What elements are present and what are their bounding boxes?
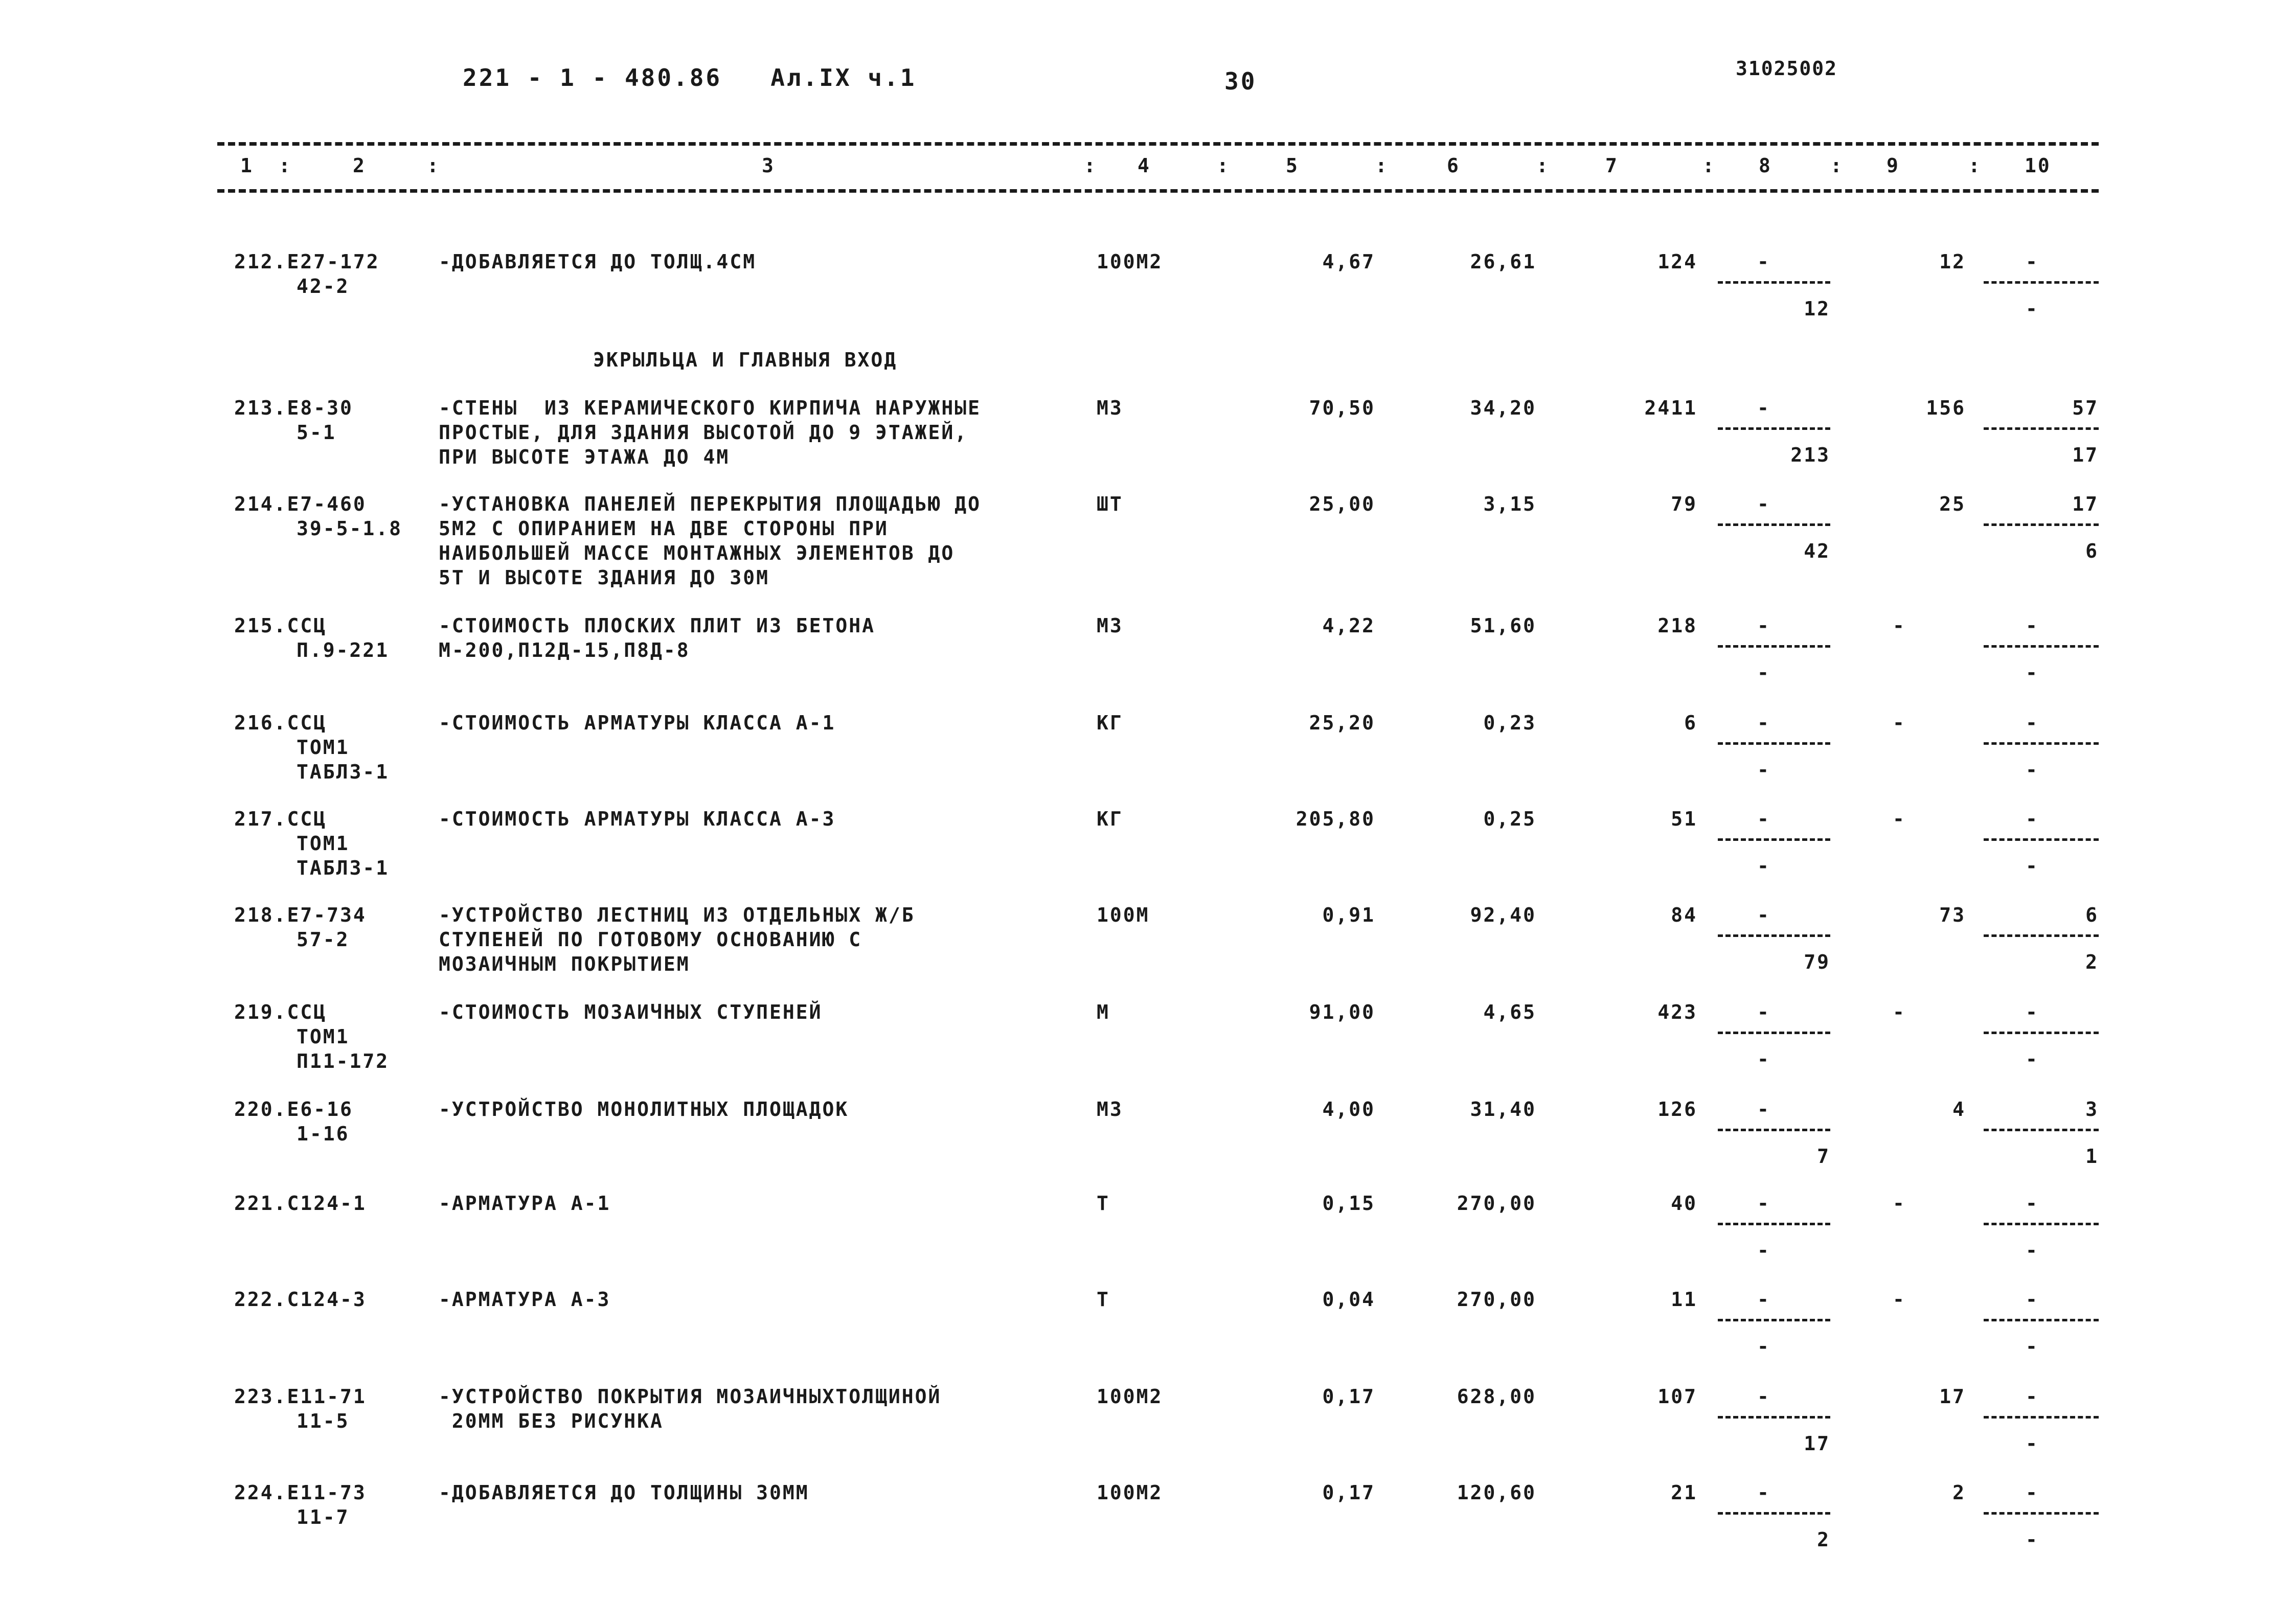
row-quantity: 0,17 [1322,1385,1375,1408]
header-rule-top [217,142,2099,146]
column-number: 6 [1447,154,1460,177]
document-code: 221 - 1 - 480.86 Ал.IX ч.1 [463,64,917,92]
col10-bottom: 6 [2085,540,2099,562]
row-code: 222.С124-3 [234,1288,367,1311]
row-description: ПРИ ВЫСОТЕ ЭТАЖА ДО 4М [439,446,730,468]
row-code: 5-1 [297,421,336,444]
col8-top: - [1757,1098,1770,1120]
row-quantity: 25,20 [1309,712,1375,734]
col9-value: - [1893,712,1906,734]
column-separator: : [1968,154,1982,177]
col9-value: 4 [1952,1098,1966,1120]
row-unit: ШТ [1097,493,1123,515]
row-code: ТОМ1 [297,832,350,855]
column-number: 10 [2025,154,2051,177]
col10-top: - [2026,712,2039,734]
row-description: -СТОИМОСТЬ МОЗАИЧНЫХ СТУПЕНЕЙ [439,1001,823,1023]
col8-bottom: - [1757,855,1770,877]
row-description: 5Т И ВЫСОТЕ ЗДАНИЯ ДО 30М [439,566,769,589]
col10-top: 57 [2072,397,2099,419]
column-separator: : [1536,154,1550,177]
row-description: -УСТАНОВКА ПАНЕЛЕЙ ПЕРЕКРЫТИЯ ПЛОЩАДЬЮ ДО [439,493,981,515]
col8-fraction-rule [1718,523,1830,526]
row-code: 11-5 [297,1410,350,1432]
column-separator: : [279,154,292,177]
row-unit: М3 [1097,1098,1123,1120]
col10-bottom: - [2026,1048,2039,1070]
row-unit: 100М [1097,904,1150,926]
col10-fraction-rule [1984,1319,2099,1321]
col10-bottom: - [2026,1239,2039,1262]
row-code: 216.ССЦ [234,712,327,734]
column-number: 8 [1759,154,1772,177]
col10-fraction-rule [1984,281,2099,284]
col8-fraction-rule [1718,1512,1830,1515]
column-separator: : [1702,154,1716,177]
row-total: 218 [1657,614,1697,637]
row-description: ПРОСТЫЕ, ДЛЯ ЗДАНИЯ ВЫСОТОЙ ДО 9 ЭТАЖЕЙ, [439,421,968,444]
row-code: 217.ССЦ [234,808,327,830]
col9-value: 73 [1939,904,1966,926]
column-number: 4 [1138,154,1151,177]
row-code: 219.ССЦ [234,1001,327,1023]
row-quantity: 0,17 [1322,1481,1375,1504]
row-quantity: 0,04 [1322,1288,1375,1311]
row-description: -ДОБАВЛЯЕТСЯ ДО ТОЛЩ.4СМ [439,250,757,273]
row-description: -СТОИМОСТЬ ПЛОСКИХ ПЛИТ ИЗ БЕТОНА [439,614,875,637]
col8-top: - [1757,904,1770,926]
row-unit: 100М2 [1097,1481,1163,1504]
col8-top: - [1757,1481,1770,1504]
row-total: 6 [1684,712,1697,734]
row-description: -ДОБАВЛЯЕТСЯ ДО ТОЛЩИНЫ 30ММ [439,1481,809,1504]
col8-top: - [1757,397,1770,419]
col10-fraction-rule [1984,1223,2099,1225]
row-total: 11 [1671,1288,1697,1311]
col8-bottom: 2 [1817,1528,1830,1551]
col9-value: 25 [1939,493,1966,515]
col8-top: - [1757,808,1770,830]
col10-bottom: - [2026,855,2039,877]
column-separator: : [1217,154,1230,177]
row-code: 220.Е6-16 [234,1098,353,1120]
row-code: 221.С124-1 [234,1192,367,1215]
row-unit-price: 31,40 [1470,1098,1536,1120]
col8-bottom: 12 [1804,298,1830,320]
col10-bottom: - [2026,759,2039,781]
column-number: 7 [1605,154,1619,177]
col8-fraction-rule [1718,281,1830,284]
row-unit-price: 270,00 [1457,1192,1536,1215]
row-description: -АРМАТУРА А-1 [439,1192,611,1215]
row-code: 212.Е27-172 [234,250,380,273]
row-quantity: 25,00 [1309,493,1375,515]
column-number: 2 [353,154,366,177]
col10-fraction-rule [1984,1512,2099,1515]
row-total: 51 [1671,808,1697,830]
col8-fraction-rule [1718,645,1830,648]
row-code: 224.Е11-73 [234,1481,367,1504]
row-quantity: 70,50 [1309,397,1375,419]
row-unit: М3 [1097,614,1123,637]
col10-top: - [2026,1001,2039,1023]
row-unit-price: 34,20 [1470,397,1536,419]
col10-top: 3 [2085,1098,2099,1120]
col8-top: - [1757,250,1770,273]
col8-bottom: - [1757,661,1770,684]
row-code: П11-172 [297,1050,390,1072]
col9-value: - [1893,614,1906,637]
column-number: 3 [762,154,775,177]
col10-bottom: - [2026,1528,2039,1551]
row-description: -СТОИМОСТЬ АРМАТУРЫ КЛАССА А-1 [439,712,836,734]
row-unit-price: 0,23 [1483,712,1536,734]
col9-value: - [1893,1001,1906,1023]
col10-fraction-rule [1984,742,2099,745]
col10-fraction-rule [1984,523,2099,526]
row-description: -УСТРОЙСТВО МОНОЛИТНЫХ ПЛОЩАДОК [439,1098,849,1120]
col8-bottom: - [1757,1335,1770,1358]
row-quantity: 205,80 [1296,808,1375,830]
col9-value: - [1893,1192,1906,1215]
row-unit: КГ [1097,712,1123,734]
col10-bottom: 17 [2072,444,2099,466]
col10-top: - [2026,808,2039,830]
row-total: 79 [1671,493,1697,515]
row-quantity: 0,15 [1322,1192,1375,1215]
col8-fraction-rule [1718,427,1830,430]
row-description: -АРМАТУРА А-3 [439,1288,611,1311]
col9-value: 156 [1926,397,1966,419]
row-code: ТАБЛ3-1 [297,857,390,879]
col10-fraction-rule [1984,1416,2099,1419]
col8-fraction-rule [1718,1416,1830,1419]
col9-value: 17 [1939,1385,1966,1408]
col10-bottom: - [2026,1432,2039,1455]
row-total: 2411 [1644,397,1697,419]
col10-top: 17 [2072,493,2099,515]
row-code: ТАБЛ3-1 [297,761,390,783]
row-description: -УСТРОЙСТВО ПОКРЫТИЯ МОЗАИЧНЫХТОЛЩИНОЙ [439,1385,942,1408]
row-total: 107 [1657,1385,1697,1408]
row-description: СТУПЕНЕЙ ПО ГОТОВОМУ ОСНОВАНИЮ С [439,928,862,951]
row-code: 11-7 [297,1506,350,1528]
row-description: 5М2 С ОПИРАНИЕМ НА ДВЕ СТОРОНЫ ПРИ [439,517,889,540]
row-unit: М3 [1097,397,1123,419]
col8-bottom: 213 [1790,444,1830,466]
col8-fraction-rule [1718,838,1830,841]
col8-bottom: - [1757,1239,1770,1262]
col8-bottom: 79 [1804,951,1830,973]
col10-fraction-rule [1984,838,2099,841]
row-unit-price: 3,15 [1483,493,1536,515]
column-number: 5 [1286,154,1299,177]
col10-fraction-rule [1984,934,2099,937]
col8-fraction-rule [1718,934,1830,937]
row-description: М-200,П12Д-15,П8Д-8 [439,639,690,661]
row-code: 215.ССЦ [234,614,327,637]
row-code: 214.Е7-460 [234,493,367,515]
col8-bottom: 7 [1817,1145,1830,1168]
row-total: 124 [1657,250,1697,273]
column-separator: : [427,154,440,177]
row-code: 213.Е8-30 [234,397,353,419]
document-id: 31025002 [1736,57,1838,80]
col10-bottom: 1 [2085,1145,2099,1168]
col10-fraction-rule [1984,1032,2099,1034]
col10-top: - [2026,1385,2039,1408]
col10-top: - [2026,1481,2039,1504]
col8-bottom: 42 [1804,540,1830,562]
col10-fraction-rule [1984,427,2099,430]
row-unit: Т [1097,1288,1110,1311]
col8-bottom: - [1757,1048,1770,1070]
col10-bottom: 2 [2085,951,2099,973]
col10-top: - [2026,250,2039,273]
row-total: 21 [1671,1481,1697,1504]
row-total: 40 [1671,1192,1697,1215]
col8-bottom: - [1757,759,1770,781]
col8-top: - [1757,1385,1770,1408]
col8-fraction-rule [1718,1032,1830,1034]
col9-value: - [1893,1288,1906,1311]
col8-top: - [1757,614,1770,637]
row-unit: КГ [1097,808,1123,830]
row-unit-price: 92,40 [1470,904,1536,926]
row-unit-price: 120,60 [1457,1481,1536,1504]
col9-value: 2 [1952,1481,1966,1504]
row-code: П.9-221 [297,639,390,661]
row-quantity: 4,00 [1322,1098,1375,1120]
row-description: -СТЕНЫ ИЗ КЕРАМИЧЕСКОГО КИРПИЧА НАРУЖНЫЕ [439,397,981,419]
row-unit-price: 628,00 [1457,1385,1536,1408]
row-unit-price: 51,60 [1470,614,1536,637]
col10-fraction-rule [1984,1129,2099,1131]
row-description: -УСТРОЙСТВО ЛЕСТНИЦ ИЗ ОТДЕЛЬНЫХ Ж/Б [439,904,915,926]
page-number: 30 [1224,67,1257,95]
row-unit: Т [1097,1192,1110,1215]
col9-value: - [1893,808,1906,830]
section-title: ЭКРЫЛЬЦА И ГЛАВНЫЯ ВХОД [593,349,898,371]
col8-top: - [1757,1192,1770,1215]
row-unit: 100М2 [1097,250,1163,273]
col8-top: - [1757,1288,1770,1311]
col10-top: 6 [2085,904,2099,926]
row-unit-price: 270,00 [1457,1288,1536,1311]
col10-bottom: - [2026,661,2039,684]
col8-top: - [1757,1001,1770,1023]
row-description: 20ММ БЕЗ РИСУНКА [439,1410,664,1432]
col8-fraction-rule [1718,1223,1830,1225]
row-description: -СТОИМОСТЬ АРМАТУРЫ КЛАССА А-3 [439,808,836,830]
row-unit-price: 0,25 [1483,808,1536,830]
col8-fraction-rule [1718,1129,1830,1131]
row-code: ТОМ1 [297,1025,350,1048]
row-quantity: 0,91 [1322,904,1375,926]
row-quantity: 4,67 [1322,250,1375,273]
row-total: 84 [1671,904,1697,926]
header-rule-bottom [217,189,2099,193]
row-code: 1-16 [297,1123,350,1145]
column-separator: : [1830,154,1844,177]
row-description: МОЗАИЧНЫМ ПОКРЫТИЕМ [439,953,690,975]
column-number: 1 [240,154,254,177]
col8-fraction-rule [1718,742,1830,745]
row-unit: М [1097,1001,1110,1023]
col8-top: - [1757,712,1770,734]
row-unit: 100М2 [1097,1385,1163,1408]
col10-top: - [2026,1288,2039,1311]
row-quantity: 4,22 [1322,614,1375,637]
row-code: 39-5-1.8 [297,517,403,540]
row-code: 218.Е7-734 [234,904,367,926]
row-code: 57-2 [297,928,350,951]
col10-bottom: - [2026,1335,2039,1358]
col8-bottom: 17 [1804,1432,1830,1455]
col8-top: - [1757,493,1770,515]
col10-bottom: - [2026,298,2039,320]
row-unit-price: 26,61 [1470,250,1536,273]
col10-fraction-rule [1984,645,2099,648]
col10-top: - [2026,614,2039,637]
col10-top: - [2026,1192,2039,1215]
col9-value: 12 [1939,250,1966,273]
row-quantity: 91,00 [1309,1001,1375,1023]
column-separator: : [1084,154,1097,177]
row-total: 126 [1657,1098,1697,1120]
row-unit-price: 4,65 [1483,1001,1536,1023]
col8-fraction-rule [1718,1319,1830,1321]
row-code: ТОМ1 [297,736,350,759]
row-total: 423 [1657,1001,1697,1023]
row-code: 42-2 [297,275,350,298]
column-separator: : [1375,154,1389,177]
column-number: 9 [1887,154,1900,177]
row-code: 223.Е11-71 [234,1385,367,1408]
row-description: НАИБОЛЬШЕЙ МАССЕ МОНТАЖНЫХ ЭЛЕМЕНТОВ ДО [439,542,955,564]
